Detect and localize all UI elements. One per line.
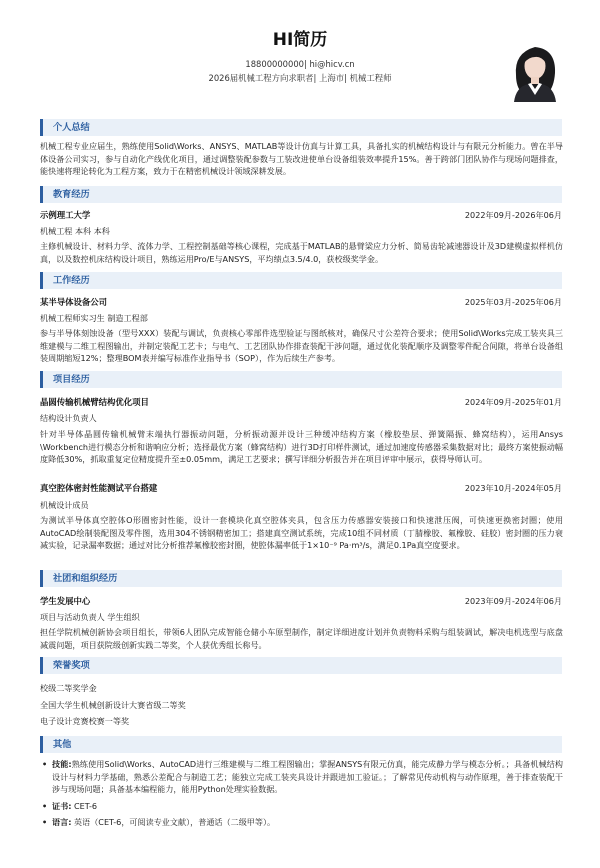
other-list [40, 758, 563, 829]
section-title: 项目经历 [53, 374, 90, 385]
campus-text: 担任学院机械创新协会项目组长，带领6人团队完成智能仓储小车原型制作，制定详细进度计划并负责物料采购与组装调试，解决电机选型与底盘减震问题，项目获院级创新实践二等奖，个人获优秀组长称号。 [40, 627, 563, 650]
cert-item [40, 800, 563, 813]
section-work-header [40, 272, 562, 289]
project-date: 2024年09月-2025年01月 [464, 397, 562, 407]
project-name: 真空腔体密封性能测试平台搭建 [40, 483, 158, 493]
language-label: 语言: [52, 817, 72, 828]
project-text: 为测试半导体真空腔体O形圈密封性能，设计一套模块化真空腔体夹具，包含压力传感器安装接口和快速泄压阀，可快速更换密封圈；使用AutoCAD绘制装配图及零件图，选用304不锈钢精密加工；搭建真空测试系统，完成10组不同材质（丁腈橡胶、氟橡胶、硅胶）密封圈的压力衰减实验，记录漏率数据；通过对比分析推荐氟橡胶密封圈，使腔体漏率低于1×10⁻⁹ Pa·m³/s，满足0.1Pa真空度要求。 [40, 515, 563, 551]
job-intent: 2026届机械工程方向求职者| 上海市| 机械工程师 [208, 73, 392, 83]
section-projects-header [40, 371, 562, 388]
section-accent [40, 186, 43, 203]
award-item: 电子设计竞赛校赛一等奖 [40, 716, 130, 726]
section-education-header [40, 186, 562, 203]
education-row [40, 209, 562, 222]
award-item: 全国大学生机械创新设计大赛省级二等奖 [40, 700, 186, 710]
campus-role: 项目与活动负责人 学生组织 [40, 612, 140, 622]
org-name: 学生发展中心 [40, 596, 91, 606]
section-title: 工作经历 [53, 275, 90, 286]
contact-info: 18800000000| hi@hicv.cn [245, 59, 355, 69]
section-accent [40, 570, 43, 587]
education-major: 机械工程 本科 本科 [40, 226, 110, 236]
section-title: 社团和组织经历 [53, 573, 118, 584]
education-text: 主修机械设计、材料力学、流体力学、工程控制基础等核心课程，完成基于MATLAB的悬臂梁应力分析、简易齿轮减速器设计及3D建模虚拟样机仿真，以及数控机床结构设计项目，熟练运用Pro/E与ANSYS，平均绩点3.5/4.0，获校级奖学金。 [40, 241, 563, 264]
work-date: 2025年03月-2025年06月 [464, 297, 562, 307]
section-accent [40, 736, 43, 753]
language-text: 英语（CET-6，可阅读专业文献），普通话（二级甲等）。 [74, 817, 276, 828]
project-name: 晶圆传输机械臂结构优化项目 [40, 397, 149, 407]
section-summary-header [40, 119, 562, 136]
section-title: 个人总结 [53, 122, 90, 133]
education-date: 2022年09月-2026年06月 [464, 210, 562, 220]
section-campus-header [40, 570, 562, 587]
project-role: 机械设计成员 [40, 500, 89, 510]
section-title: 其他 [53, 739, 72, 750]
section-accent [40, 119, 43, 136]
project-role: 结构设计负责人 [40, 413, 97, 423]
resume-name: HI简历 [272, 30, 328, 50]
section-other-header [40, 736, 562, 753]
cert-label: 证书: [52, 800, 72, 811]
project-row [40, 396, 562, 409]
resume-header [0, 0, 600, 110]
campus-row [40, 595, 562, 608]
campus-date: 2023年09月-2024年06月 [464, 596, 562, 606]
section-accent [40, 657, 43, 674]
school-name: 示例理工大学 [40, 210, 91, 220]
project-date: 2023年10月-2024年05月 [464, 483, 562, 493]
section-accent [40, 371, 43, 388]
section-accent [40, 272, 43, 289]
award-item: 校级二等奖学金 [40, 683, 97, 693]
section-title: 教育经历 [53, 189, 90, 200]
work-text: 参与半导体刻蚀设备（型号XXX）装配与调试，负责核心零部件选型验证与图纸核对，确保尺寸公差符合要求；使用Solid\Works完成工装夹具三维建模与二维工程图输出，并制定装配工艺卡；与电气、工艺团队协作排查装配干涉问题，通过优化装配顺序及调整零件配合间隙，将单台设备组装周期缩短12%；整理BOM表并编写标准作业指导书（SOP），作为后续生产参考。 [40, 328, 563, 364]
section-title: 荣誉奖项 [53, 660, 90, 671]
project-text: 针对半导体晶圆传输机械臂末端执行器振动问题，分析振动源并设计三种缓冲结构方案（橡胶垫层、弹簧隔振、蜂窝结构），运用Ansys \Workbench进行模态分析和谐响应分析；选择最优方案（蜂窝结构）进行3D打印样件测试，通过加速度传感器采集数据对比；最终方案使振动幅度降低30%，抓取重复定位精度提升至±0.05mm，满足工艺要求；撰写详细分析报告并在项目评审中展示，获得导师认可。 [40, 429, 563, 465]
skills-text: 熟练使用Solid\Works、AutoCAD进行三维建模与二维工程图输出；掌握ANSYS有限元仿真，能完成静力学与模态分析。；具备机械结构设计与材料力学基础，熟悉公差配合与制造工艺；能独立完成工装夹具设计并跟进加工验证。；了解常见传动机构与动作原理，善于排查装配干涉与现场问题；具备基本编程能力，能用Python处理实验数据。 [52, 759, 563, 795]
work-row [40, 296, 562, 309]
language-item [40, 816, 563, 829]
work-role: 机械工程师实习生 制造工程部 [40, 313, 148, 323]
company-name: 某半导体设备公司 [40, 297, 107, 307]
section-awards-header [40, 657, 562, 674]
skills-item [40, 758, 563, 796]
skills-label: 技能: [52, 759, 72, 769]
profile-photo [508, 35, 562, 102]
summary-text: 机械工程专业应届生，熟练使用Solid\Works、ANSYS、MATLAB等设计仿真与计算工具，具备扎实的机械结构设计与有限元分析能力。曾在半导体设备公司实习，参与自动化产线优化项目，通过调整装配参数与工装改进使单台设备组装效率提升15%。善于跨部门团队协作与现场问题排查，能快速将理论转化为工程方案，致力于在精密机械设计领域深耕发展。 [40, 141, 563, 177]
cert-text: CET-6 [74, 800, 98, 811]
project-row [40, 482, 562, 495]
